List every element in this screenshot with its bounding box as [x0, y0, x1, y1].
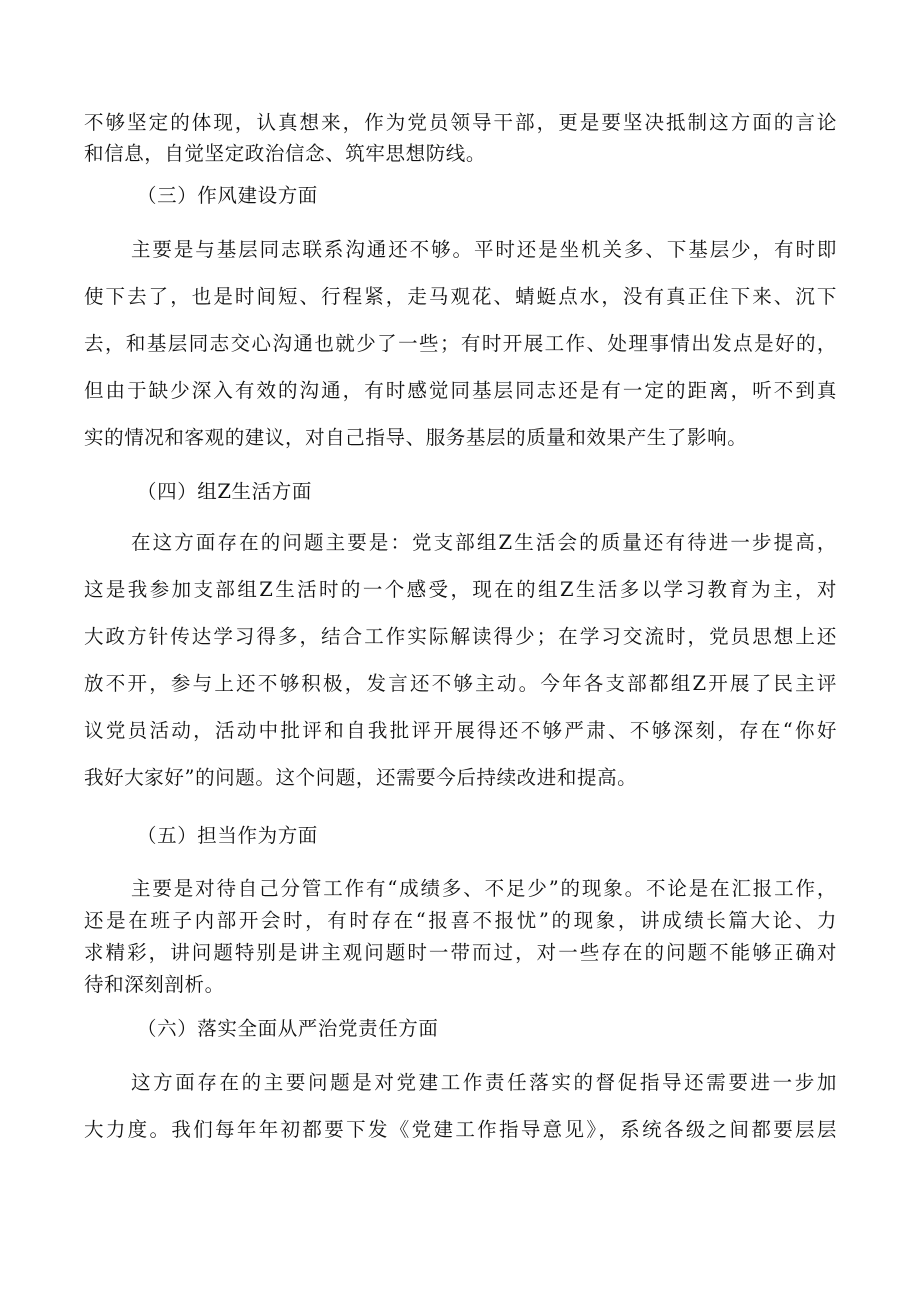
paragraph-line: 大政方针传达学习得多，结合工作实际解读得少；在学习交流时，党员思想上还: [84, 625, 837, 648]
paragraph-line: 使下去了，也是时间短、行程紧，走马观花、蜻蜓点水，没有真正住下来、沉下: [84, 285, 837, 308]
paragraph-line: 这是我参加支部组Z生活时的一个感受，现在的组Z生活多以学习教育为主，对: [84, 578, 837, 601]
paragraph-line: 主要是与基层同志联系沟通还不够。平时还是坐机关多、下基层少，有时即: [131, 238, 837, 261]
section-heading: （三）作风建设方面: [137, 184, 318, 207]
section-heading: （四）组Z生活方面: [137, 480, 312, 503]
paragraph-line: 放不开，参与上还不够积极，发言还不够主动。今年各支部都组Z开展了民主评: [84, 672, 837, 695]
paragraph-line: 和信息，自觉坚定政治信念、筑牢思想防线。: [84, 142, 487, 165]
paragraph-line: 议党员活动，活动中批评和自我批评开展得还不够严肃、不够深刻，存在“你好: [84, 719, 837, 742]
section-heading: （六）落实全面从严治党责任方面: [137, 1017, 439, 1040]
paragraph-line: 这方面存在的主要问题是对党建工作责任落实的督促指导还需要进一步加: [131, 1071, 837, 1094]
paragraph-line: 去，和基层同志交心沟通也就少了一些；有时开展工作、处理事情出发点是好的，: [84, 332, 837, 355]
paragraph-line: 不够坚定的体现，认真想来，作为党员领导干部，更是要坚决抵制这方面的言论: [84, 111, 837, 134]
paragraph-line: 在这方面存在的问题主要是：党支部组Z生活会的质量还有待进一步提高，: [131, 531, 837, 554]
paragraph-line: 大力度。我们每年年初都要下发《党建工作指导意见》，系统各级之间都要层层: [84, 1118, 837, 1141]
paragraph-line: 求精彩，讲问题特别是讲主观问题时一带而过，对一些存在的问题不能够正确对: [84, 941, 837, 964]
paragraph-line: 实的情况和客观的建议，对自己指导、服务基层的质量和效果产生了影响。: [84, 426, 748, 449]
paragraph-line: 主要是对待自己分管工作有“成绩多、不足少”的现象。不论是在汇报工作，: [131, 877, 837, 900]
paragraph-line: 待和深刻剖析。: [84, 973, 225, 996]
section-heading: （五）担当作为方面: [137, 824, 318, 847]
paragraph-line: 还是在班子内部开会时，有时存在“报喜不报忧”的现象，讲成绩长篇大论、力: [84, 909, 837, 932]
paragraph-line: 但由于缺少深入有效的沟通，有时感觉同基层同志还是有一定的距离，听不到真: [84, 379, 837, 402]
paragraph-line: 我好大家好”的问题。这个问题，还需要今后持续改进和提高。: [84, 766, 638, 789]
